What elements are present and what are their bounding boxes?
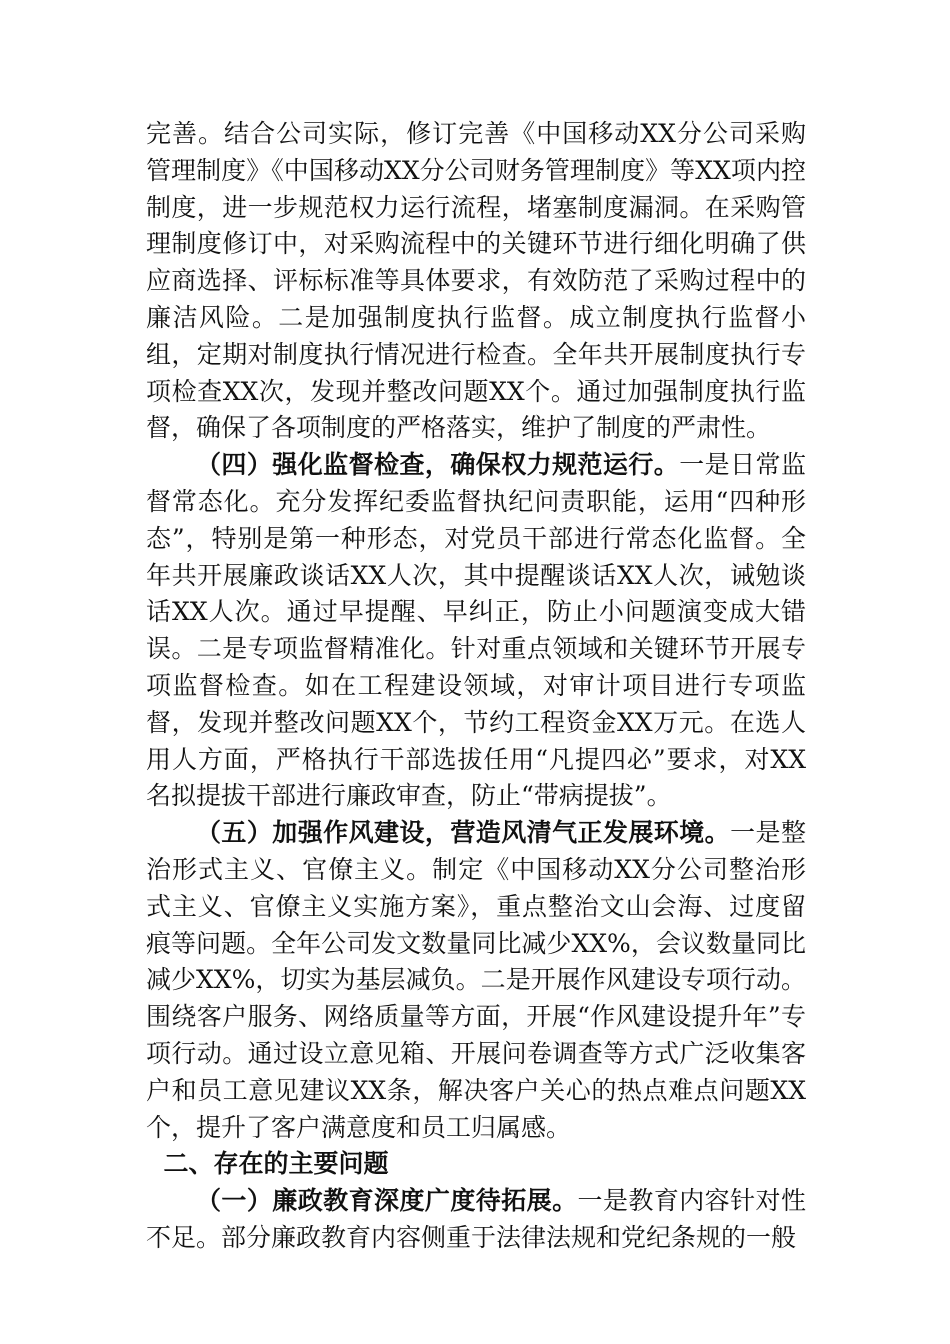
- paragraph-text: 完善。结合公司实际，修订完善《中国移动XX分公司采购管理制度》《中国移动XX分公司财务管理制度》等XX项内控制度，进一步规范权力运行流程，堵塞制度漏洞。在采购管理制度修订中，对采购流程中的关键环节进行细化明确了供应商选择、评标标准等具体要求，有效防范了采购过程中的廉洁风险。二是加强制度执行监督。成立制度执行监督小组，定期对制度执行情况进行检查。全年共开展制度执行专项检查XX次，发现并整改问题XX个。通过加强制度执行监督，确保了各项制度的严格落实，维护了制度的严肃性。: [146, 119, 806, 443]
- section-heading-4: （四）强化监督检查，确保权力规范运行。: [196, 450, 680, 480]
- paragraph-text: 一是教育内容针对性不足。部分廉政教育内容侧重于法律法规和党纪条规的一般: [146, 1186, 806, 1252]
- paragraph-text: 一是日常监督常态化。充分发挥纪委监督执纪问责职能，运用“四种形态”，特别是第一种形态，对党员干部进行常态化监督。全年共开展廉政谈话XX人次，其中提醒谈话XX人次，诫勉谈话XX人次。通过早提醒、早纠正，防止小问题演变成大错误。二是专项监督精准化。针对重点领域和关键环节开展专项监督检查。如在工程建设领域，对审计项目进行专项监督，发现并整改问题XX个，节约工程资金XX万元。在选人用人方面，严格执行干部选拔任用“凡提四必”要求，对XX名拟提拔干部进行廉政审查，防止“带病提拔”。: [146, 450, 806, 811]
- section-heading-5: （五）加强作风建设，营造风清气正发展环境。: [196, 818, 731, 848]
- document-body: [146, 116, 806, 1257]
- paragraph-section-4: [146, 447, 806, 815]
- paragraph-section-5: [146, 815, 806, 1146]
- paragraph-section-2-1: [146, 1183, 806, 1257]
- paragraph-text: 一是整治形式主义、官僚主义。制定《中国移动XX分公司整治形式主义、官僚主义实施方案》，重点整治文山会海、过度留痕等问题。全年公司发文数量同比减少XX%，会议数量同比减少XX%，切实为基层减负。二是开展作风建设专项行动。围绕客户服务、网络质量等方面，开展“作风建设提升年”专项行动。通过设立意见箱、开展问卷调查等方式广泛收集客户和员工意见建议XX条，解决客户关心的热点难点问题XX个，提升了客户满意度和员工归属感。: [146, 818, 806, 1142]
- paragraph-continuation: [146, 116, 806, 447]
- chapter-title-2: 二、存在的主要问题: [163, 1149, 389, 1179]
- section-heading-2-1: （一）廉政教育深度广度待拓展。: [196, 1186, 578, 1216]
